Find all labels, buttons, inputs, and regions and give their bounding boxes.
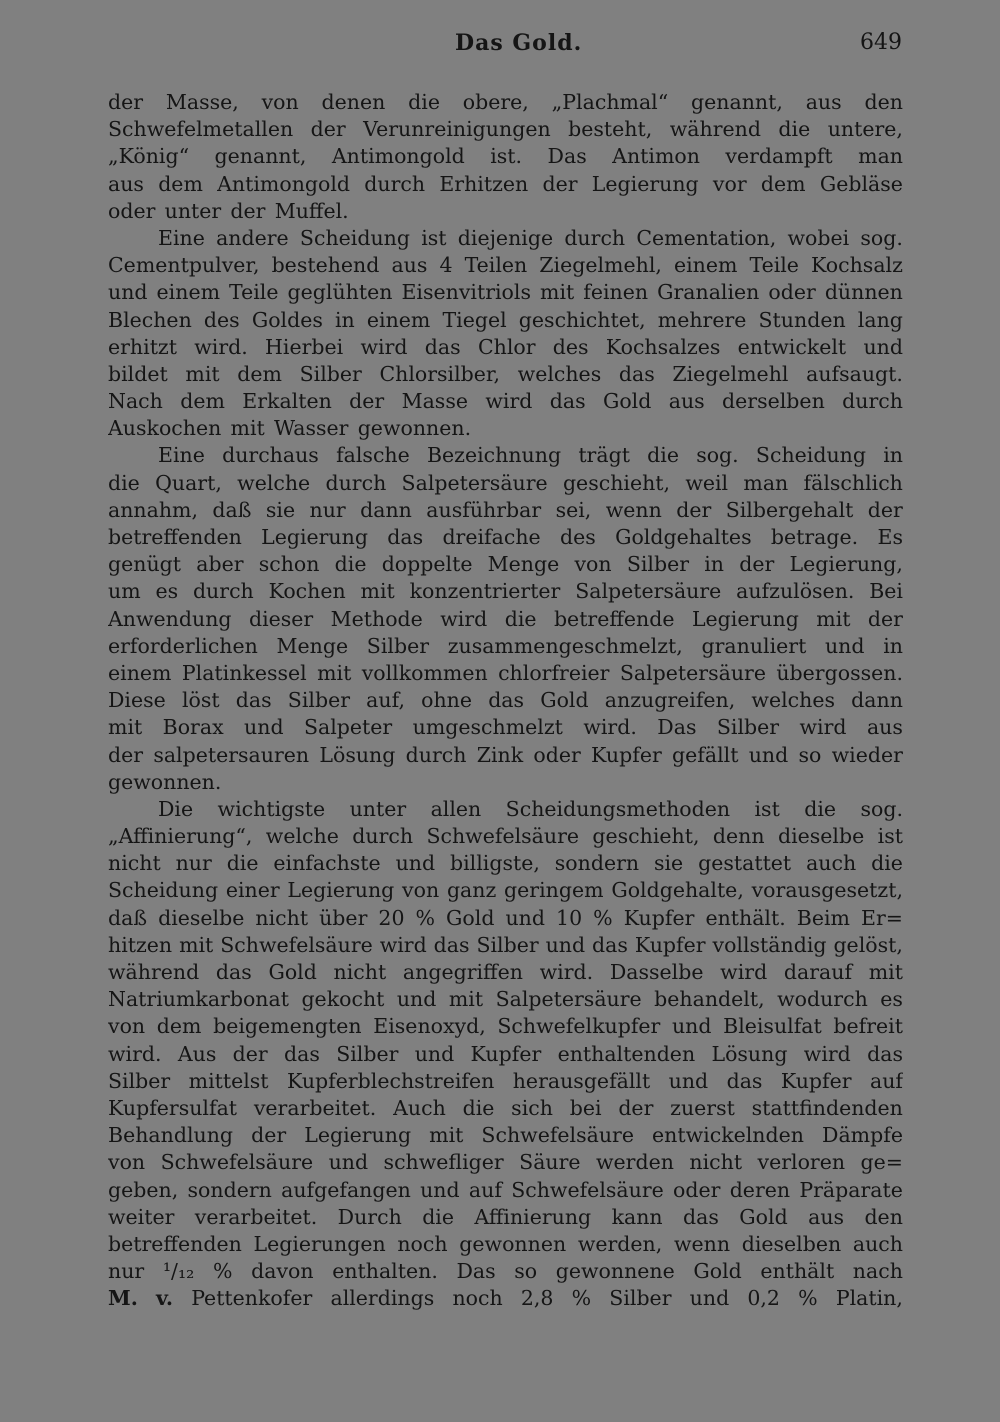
text-line: Blechen des Goldes in einem Tiegel geschichtet, mehrere Stunden lang bbox=[108, 307, 903, 332]
text-line: daß dieselbe nicht über 20 % Gold und 10 % Kupfer enthält. Beim Er= bbox=[108, 905, 903, 930]
text-line: gewonnen. bbox=[108, 769, 222, 794]
text-line: annahm, daß sie nur dann ausführbar sei, wenn der Silbergehalt der bbox=[108, 497, 903, 522]
text-line: Scheidung einer Legierung von ganz geringem Goldgehalte, vorausgesetzt, bbox=[108, 878, 903, 903]
text-line: mit Borax und Salpeter umgeschmelzt wird. Das Silber wird aus bbox=[108, 715, 903, 740]
text-line: der Masse, von denen die obere, „Plachmal“ genannt, aus den bbox=[108, 90, 903, 114]
text-line: Anwendung dieser Methode wird die betreffende Legierung mit der bbox=[108, 606, 903, 631]
running-title: Das Gold. bbox=[455, 30, 583, 56]
text-line: Eine andere Scheidung ist diejenige durch Cementation, wobei sog. bbox=[158, 225, 903, 250]
text-line: „Affinierung“, welche durch Schwefelsäure geschieht, denn dieselbe ist bbox=[108, 824, 903, 849]
text-line: nur ¹/₁₂ % davon enthalten. Das so gewonnene Gold enthält nach bbox=[108, 1259, 903, 1284]
text-line: um es durch Kochen mit konzentrierter Salpetersäure aufzulösen. Bei bbox=[108, 579, 903, 604]
text-line: Nach dem Erkalten der Masse wird das Gold aus derselben durch bbox=[108, 389, 903, 414]
text-line: Behandlung der Legierung mit Schwefelsäure entwickelnden Dämpfe bbox=[108, 1123, 903, 1148]
body-text bbox=[108, 89, 903, 1312]
text-line: Die wichtigste unter allen Scheidungsmethoden ist die sog. bbox=[158, 796, 903, 821]
text-line: weiter verarbeitet. Durch die Affinierung kann das Gold aus den bbox=[108, 1204, 903, 1229]
text-line: von dem beigemengten Eisenoxyd, Schwefelkupfer und Bleisulfat befreit bbox=[108, 1014, 903, 1039]
text-line: von Schwefelsäure und schwefliger Säure werden nicht verloren ge= bbox=[108, 1150, 903, 1175]
text-line: hitzen mit Schwefelsäure wird das Silber und das Kupfer vollständig gelöst, bbox=[108, 932, 903, 957]
text-line: nicht nur die einfachste und billigste, sondern sie gestattet auch die bbox=[108, 851, 903, 876]
text-line: M. v. Pettenkofer allerdings noch 2,8 % Silber und 0,2 % Platin, bbox=[108, 1286, 903, 1311]
page-number: 649 bbox=[860, 30, 902, 55]
text-line: aus dem Antimongold durch Erhitzen der Legierung vor dem Gebläse bbox=[108, 171, 903, 196]
text-line: Eine durchaus falsche Bezeichnung trägt die sog. Scheidung in bbox=[158, 443, 903, 468]
text-line: geben, sondern aufgefangen und auf Schwefelsäure oder deren Präparate bbox=[108, 1177, 903, 1202]
text-line: betreffenden Legierungen noch gewonnen werden, wenn dieselben auch bbox=[108, 1231, 903, 1256]
text-line: betreffenden Legierung das dreifache des Goldgehaltes betrage. Es bbox=[108, 525, 903, 549]
text-line: während das Gold nicht angegriffen wird. Dasselbe wird darauf mit bbox=[108, 960, 903, 984]
running-head bbox=[0, 30, 1000, 60]
text-line: bildet mit dem Silber Chlorsilber, welches das Ziegelmehl aufsaugt. bbox=[108, 361, 903, 386]
text-line: einem Platinkessel mit vollkommen chlorfreier Salpetersäure übergossen. bbox=[108, 660, 903, 685]
text-line: der salpetersauren Lösung durch Zink oder Kupfer gefällt und so wieder bbox=[108, 742, 903, 767]
text-line: Cementpulver, bestehend aus 4 Teilen Ziegelmehl, einem Teile Kochsalz bbox=[108, 253, 903, 278]
text-line: Natriumkarbonat gekocht und mit Salpetersäure behandelt, wodurch es bbox=[108, 987, 903, 1012]
text-line: wird. Aus der das Silber und Kupfer enthaltenden Lösung wird das bbox=[108, 1041, 903, 1066]
text-line: Diese löst das Silber auf, ohne das Gold anzugreifen, welches dann bbox=[108, 688, 903, 713]
text-line: erhitzt wird. Hierbei wird das Chlor des Kochsalzes entwickelt und bbox=[108, 334, 903, 359]
text-line: Auskochen mit Wasser gewonnen. bbox=[108, 416, 472, 441]
text-line: „König“ genannt, Antimongold ist. Das Antimon verdampft man bbox=[108, 144, 903, 169]
text-line: oder unter der Muffel. bbox=[108, 198, 349, 223]
text-line: Silber mittelst Kupferblechstreifen herausgefällt und das Kupfer auf bbox=[108, 1068, 903, 1093]
text-line: Kupfersulfat verarbeitet. Auch die sich bei der zuerst stattfindenden bbox=[108, 1095, 903, 1120]
text-line: genügt aber schon die doppelte Menge von Silber in der Legierung, bbox=[108, 552, 903, 577]
text-line: Schwefelmetallen der Verunreinigungen besteht, während die untere, bbox=[108, 117, 903, 142]
text-line: die Quart, welche durch Salpetersäure geschieht, weil man fälschlich bbox=[108, 470, 903, 495]
text-line: und einem Teile geglühten Eisenvitriols mit feinen Granalien oder dünnen bbox=[108, 280, 903, 305]
text-line: erforderlichen Menge Silber zusammengeschmelzt, granuliert und in bbox=[108, 633, 903, 658]
